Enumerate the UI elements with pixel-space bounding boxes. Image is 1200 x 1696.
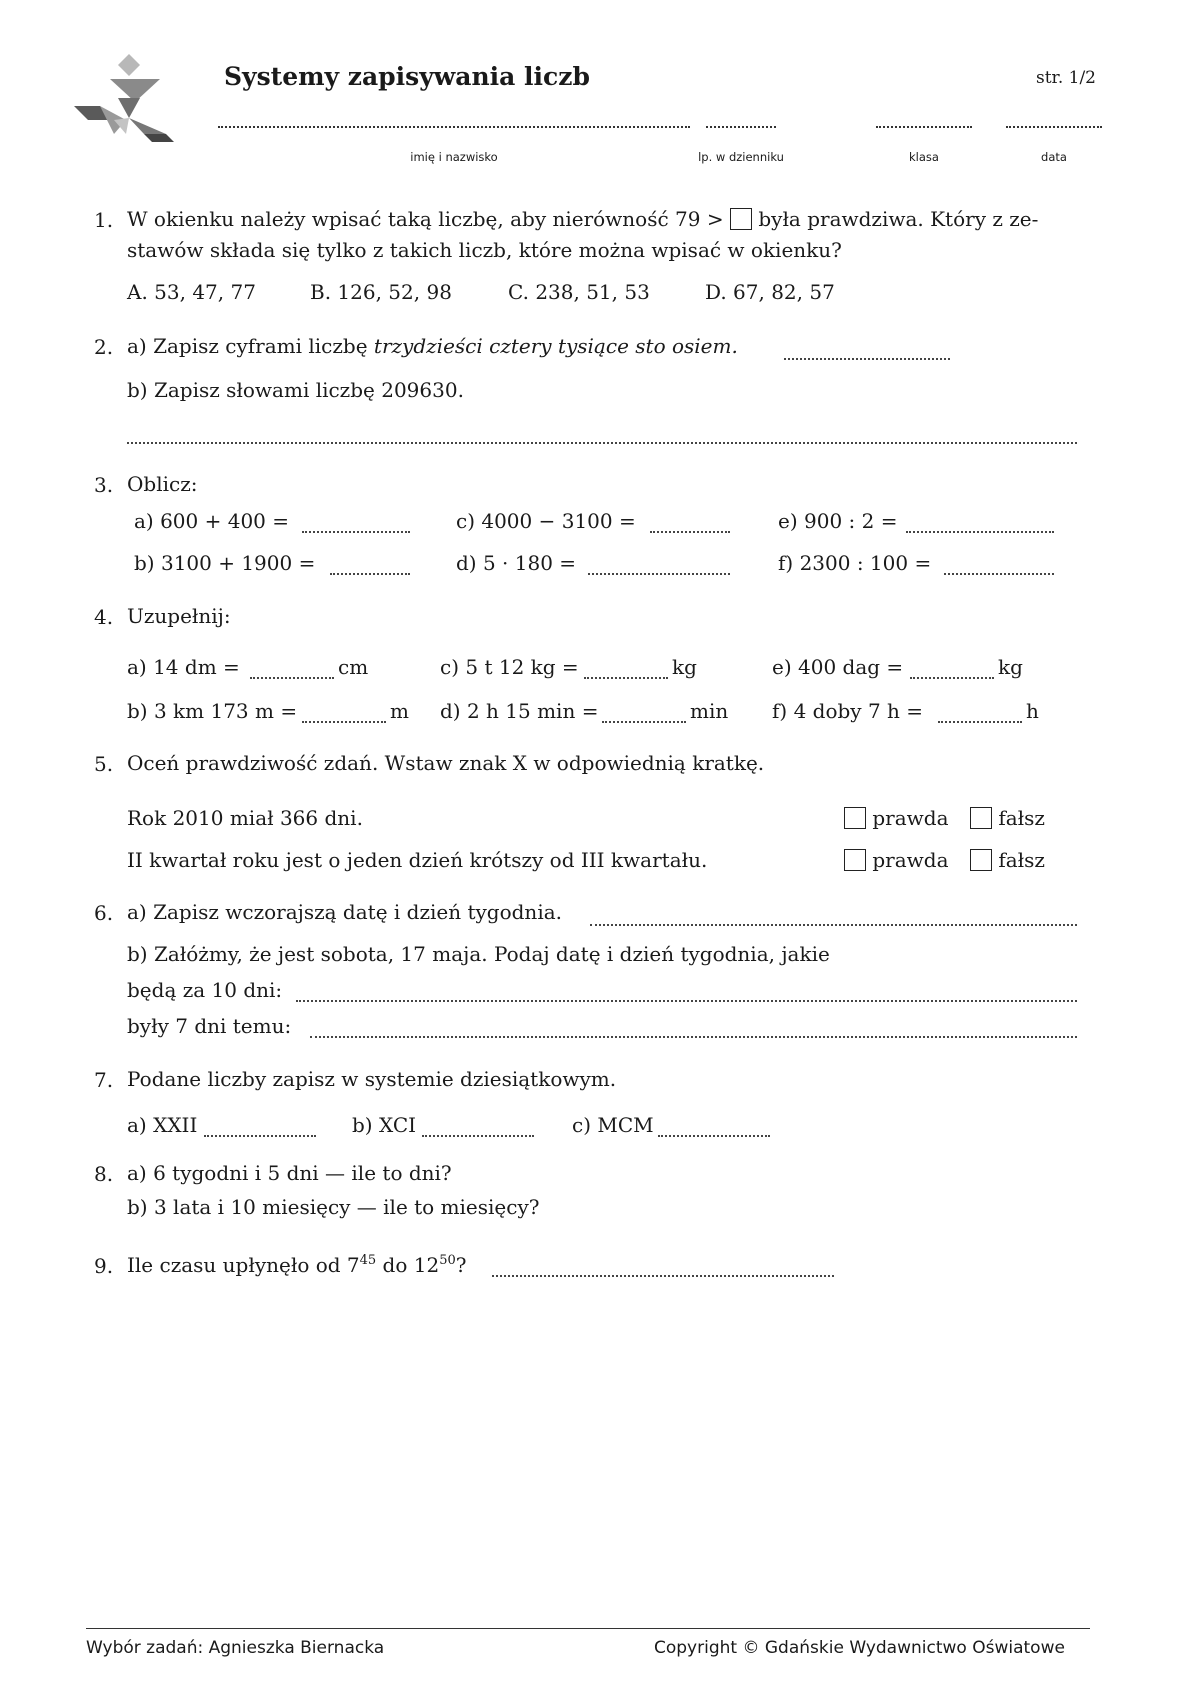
question-1-line-1 — [127, 205, 1038, 233]
answer-field[interactable] — [938, 703, 1022, 723]
statement-1-false[interactable]: fałsz — [970, 804, 1045, 832]
true-checkbox[interactable] — [844, 807, 866, 829]
answer-field[interactable] — [302, 513, 410, 533]
answer-field[interactable] — [658, 1117, 770, 1137]
question-number: 6. — [94, 901, 114, 925]
statement-2-true[interactable]: prawda — [844, 846, 949, 874]
date-field[interactable] — [1006, 126, 1102, 128]
question-5-title: Oceń prawdziwość zdań. Wstaw znak X w odpowiednią kratkę. — [127, 751, 765, 775]
footer-author: Wybór zadań: Agnieszka Biernacka — [86, 1638, 385, 1658]
question-6b-1: będą za 10 dni: — [127, 978, 283, 1002]
convert-e: e) 400 dag = — [772, 655, 904, 679]
publisher-logo-icon — [74, 54, 184, 146]
footer-copyright: Copyright © Gdańskie Wydawnictwo Oświatowe — [654, 1638, 1065, 1658]
option-b[interactable]: B. 126, 52, 98 — [310, 280, 452, 304]
convert-b: b) 3 km 173 m = — [127, 699, 298, 723]
answer-field[interactable] — [204, 1117, 316, 1137]
answer-field[interactable] — [784, 340, 950, 360]
calc-a: a) 600 + 400 = — [134, 509, 290, 533]
question-number: 7. — [94, 1068, 114, 1092]
unit-label: kg — [672, 655, 697, 679]
answer-field[interactable] — [906, 513, 1054, 533]
question-6a: a) Zapisz wczorajszą datę i dzień tygodnia. — [127, 900, 562, 924]
roman-c: c) MCM — [572, 1113, 654, 1137]
convert-f: f) 4 doby 7 h = — [772, 699, 924, 723]
question-number: 3. — [94, 473, 114, 497]
answer-field[interactable] — [944, 555, 1054, 575]
answer-field[interactable] — [422, 1117, 534, 1137]
answer-field[interactable] — [310, 1018, 1077, 1038]
convert-c: c) 5 t 12 kg = — [440, 655, 579, 679]
statement-1: Rok 2010 miał 366 dni. — [127, 806, 363, 830]
question-number: 8. — [94, 1162, 114, 1186]
name-field[interactable] — [218, 126, 690, 128]
statement-2-false[interactable]: fałsz — [970, 846, 1045, 874]
true-checkbox[interactable] — [844, 849, 866, 871]
page-number: str. 1/2 — [1036, 68, 1096, 88]
question-1-line-2: stawów składa się tylko z takich liczb, które można wpisać w okienku? — [127, 238, 842, 262]
footer-divider — [86, 1628, 1090, 1629]
question-6b: b) Załóżmy, że jest sobota, 17 maja. Podaj datę i dzień tygodnia, jakie — [127, 942, 830, 966]
answer-field[interactable] — [910, 659, 994, 679]
answer-field[interactable] — [650, 513, 730, 533]
question-6b-2: były 7 dni temu: — [127, 1014, 292, 1038]
unit-label: cm — [338, 655, 369, 679]
class-label: klasa — [909, 150, 939, 164]
statement-2: II kwartał roku jest o jeden dzień krótszy od III kwartału. — [127, 848, 708, 872]
question-2a: a) Zapisz cyframi liczbę trzydzieści cztery tysiące sto osiem. — [127, 334, 738, 358]
convert-d: d) 2 h 15 min = — [440, 699, 599, 723]
roman-a: a) XXII — [127, 1113, 198, 1137]
question-8a: a) 6 tygodni i 5 dni — ile to dni? — [127, 1161, 452, 1185]
question-1-text-b: była prawdziwa. Który z ze- — [758, 207, 1039, 231]
question-8b: b) 3 lata i 10 miesięcy — ile to miesięcy? — [127, 1195, 540, 1219]
question-1-text-a: W okienku należy wpisać taką liczbę, aby nierówność 79 > — [127, 207, 724, 231]
answer-box[interactable] — [730, 208, 752, 230]
answer-field[interactable] — [127, 424, 1077, 444]
unit-label: m — [390, 699, 409, 723]
calc-c: c) 4000 − 3100 = — [456, 509, 636, 533]
question-number: 9. — [94, 1254, 114, 1278]
unit-label: min — [690, 699, 729, 723]
roman-b: b) XCI — [352, 1113, 417, 1137]
option-c[interactable]: C. 238, 51, 53 — [508, 280, 650, 304]
question-4-title: Uzupełnij: — [127, 604, 231, 628]
name-field-label: imię i nazwisko — [410, 150, 498, 164]
question-3-title: Oblicz: — [127, 472, 198, 496]
question-number: 2. — [94, 335, 114, 359]
class-number-label: lp. w dzienniku — [698, 150, 784, 164]
option-a[interactable]: A. 53, 47, 77 — [127, 280, 256, 304]
calc-b: b) 3100 + 1900 = — [134, 551, 316, 575]
answer-field[interactable] — [296, 982, 1077, 1002]
unit-label: h — [1026, 699, 1039, 723]
answer-field[interactable] — [590, 906, 1077, 926]
question-9: Ile czasu upłynęło od $7^{45}$ do $12^{50}$? — [127, 1253, 467, 1277]
question-number: 1. — [94, 208, 114, 232]
question-7-title: Podane liczby zapisz w systemie dziesiątkowym. — [127, 1067, 617, 1091]
calc-d: d) 5 · 180 = — [456, 551, 577, 575]
question-number: 5. — [94, 752, 114, 776]
class-number-field[interactable] — [706, 126, 776, 128]
calc-e: e) 900 : 2 = — [778, 509, 898, 533]
worksheet-title: Systemy zapisywania liczb — [224, 62, 590, 91]
convert-a: a) 14 dm = — [127, 655, 240, 679]
false-checkbox[interactable] — [970, 849, 992, 871]
answer-field[interactable] — [602, 703, 686, 723]
class-field[interactable] — [876, 126, 972, 128]
question-2b: b) Zapisz słowami liczbę 209630. — [127, 378, 464, 402]
answer-field[interactable] — [330, 555, 410, 575]
unit-label: kg — [998, 655, 1023, 679]
answer-field[interactable] — [588, 555, 730, 575]
date-label: data — [1041, 150, 1067, 164]
answer-field[interactable] — [302, 703, 386, 723]
statement-1-true[interactable]: prawda — [844, 804, 949, 832]
question-number: 4. — [94, 605, 114, 629]
option-d[interactable]: D. 67, 82, 57 — [705, 280, 835, 304]
answer-field[interactable] — [492, 1257, 834, 1277]
false-checkbox[interactable] — [970, 807, 992, 829]
calc-f: f) 2300 : 100 = — [778, 551, 932, 575]
answer-field[interactable] — [584, 659, 668, 679]
answer-field[interactable] — [250, 659, 334, 679]
